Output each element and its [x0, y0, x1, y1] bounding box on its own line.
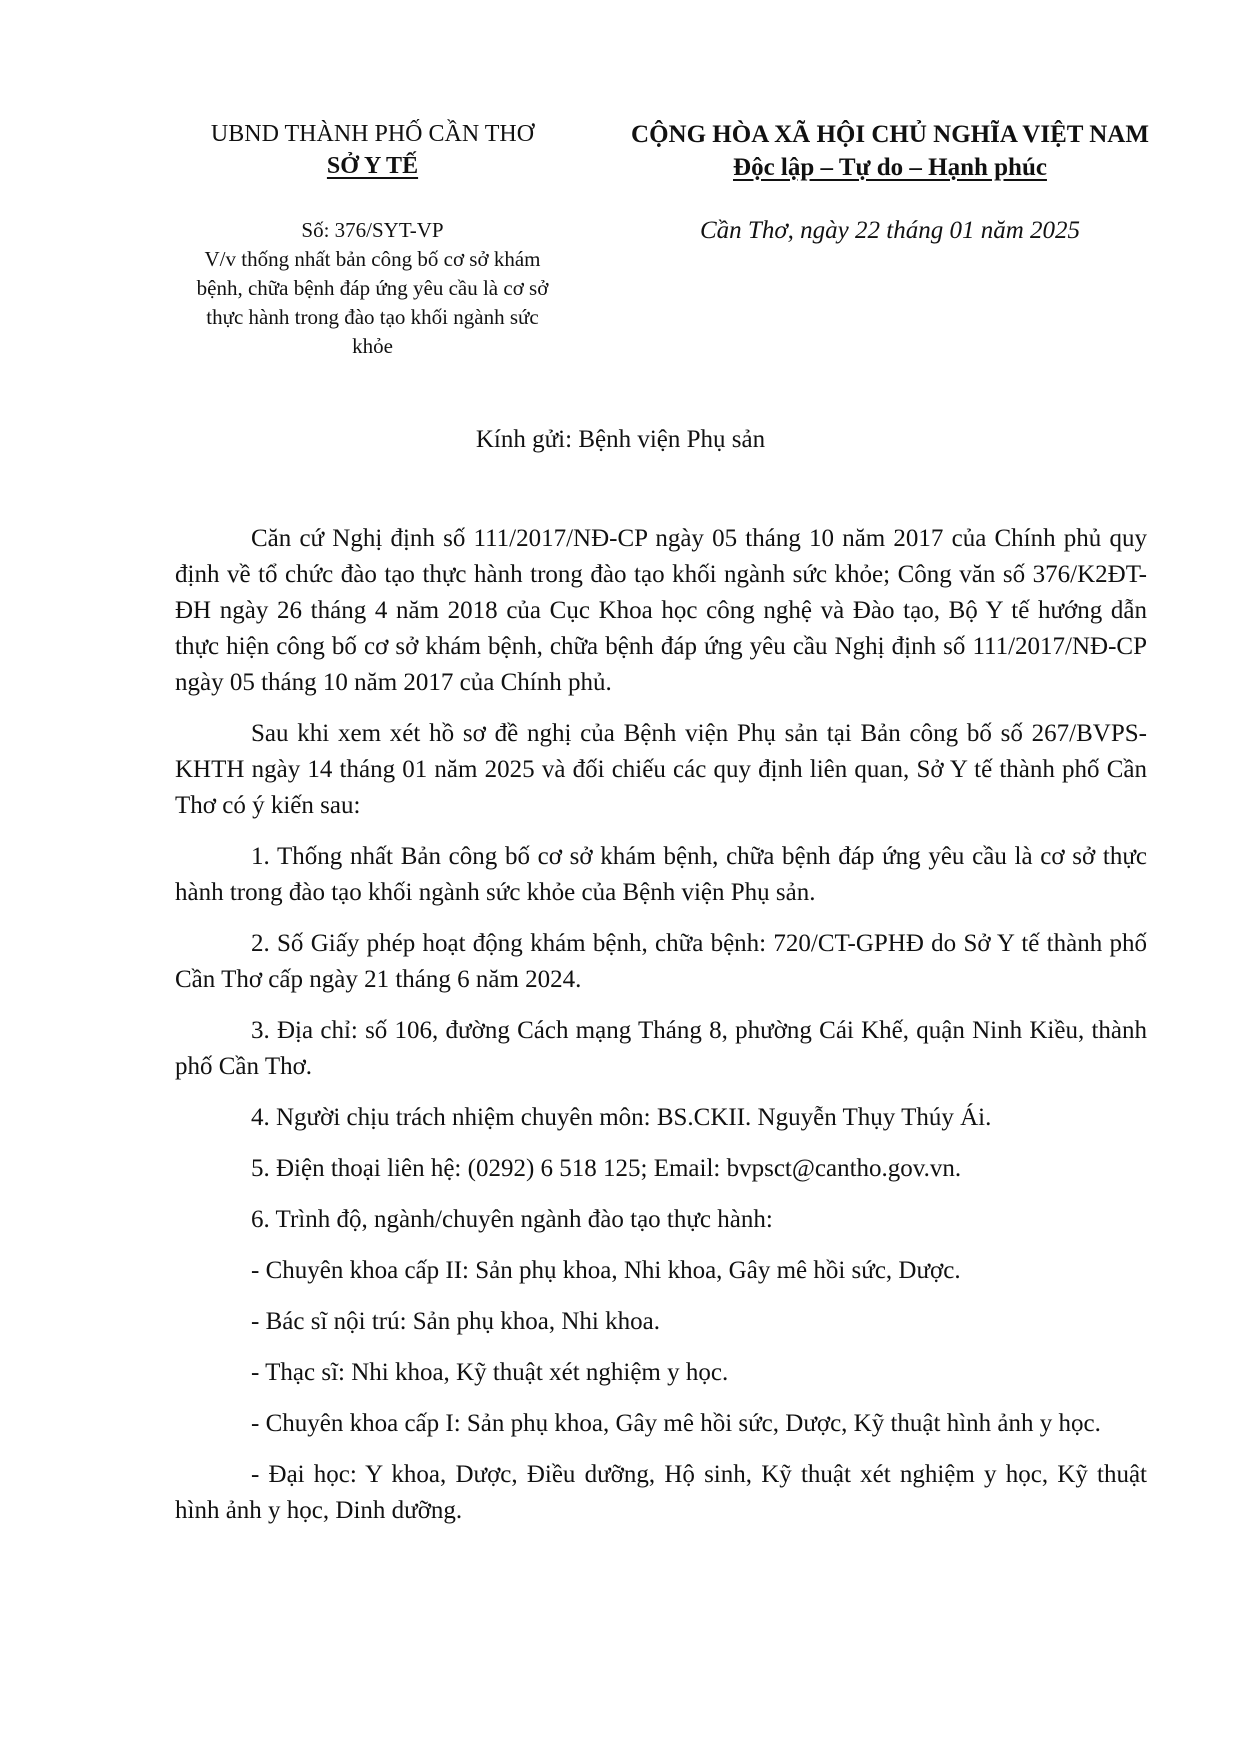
paragraph-item-1: 1. Thống nhất Bản công bố cơ sở khám bệnh, chữa bệnh đáp ứng yêu cầu là cơ sở thực hành trong đào tạo khối ngành sức khỏe của Bệnh viện Phụ sản.: [175, 843, 1147, 906]
document-number: Số: 376/SYT-VP: [301, 218, 444, 242]
paragraph-review: Sau khi xem xét hồ sơ đề nghị của Bệnh viện Phụ sản tại Bản công bố số 267/BVPS-KHTH ngày 14 tháng 01 năm 2025 và đối chiếu các quy định liên quan, Sở Y tế thành phố Cần Thơ có ý kiến sau:: [175, 720, 1147, 819]
issuing-agency: SỞ Y TẾ: [326, 153, 419, 179]
paragraph-legal-basis: Căn cứ Nghị định số 111/2017/NĐ-CP ngày 05 tháng 10 năm 2017 của Chính phủ quy định về tổ chức đào tạo thực hành trong đào tạo khối ngành sức khỏe; Công văn số 376/K2ĐT-ĐH ngày 26 tháng 4 năm 2018 của Cục Khoa học công nghệ và Đào tạo, Bộ Y tế hướng dẫn thực hiện công bố cơ sở khám bệnh, chữa bệnh đáp ứng yêu cầu Nghị định số 111/2017/NĐ-CP ngày 05 tháng 10 năm 2017 của Chính phủ.: [175, 525, 1147, 696]
national-header: [580, 118, 1200, 184]
recipient-line: Kính gửi: Bệnh viện Phụ sản: [475, 426, 766, 453]
list-item-master: - Thạc sĩ: Nhi khoa, Kỹ thuật xét nghiệm y học.: [251, 1359, 729, 1386]
paragraph-item-3: 3. Địa chỉ: số 106, đường Cách mạng Tháng 8, phường Cái Khế, quận Ninh Kiều, thành phố Cần Thơ.: [175, 1017, 1147, 1080]
parent-agency: UBND THÀNH PHỐ CẦN THƠ: [210, 121, 535, 147]
place-date: Cần Thơ, ngày 22 tháng 01 năm 2025: [699, 217, 1081, 244]
paragraph-item-5: 5. Điện thoại liên hệ: (0292) 6 518 125; Email: bvpsct@cantho.gov.vn.: [251, 1155, 962, 1182]
document-subject: V/v thống nhất bản công bố cơ sở khám bệnh, chữa bệnh đáp ứng yêu cầu là cơ sở thực hành trong đào tạo khối ngành sức khỏe: [196, 247, 549, 358]
nation-title: CỘNG HÒA XÃ HỘI CHỦ NGHĨA VIỆT NAM: [631, 121, 1149, 148]
list-item-resident: - Bác sĩ nội trú: Sản phụ khoa, Nhi khoa.: [251, 1308, 660, 1335]
paragraph-item-6: 6. Trình độ, ngành/chuyên ngành đào tạo thực hành:: [251, 1206, 773, 1233]
list-item-university: - Đại học: Y khoa, Dược, Điều dưỡng, Hộ sinh, Kỹ thuật xét nghiệm y học, Kỹ thuật hình ảnh y học, Dinh dưỡng.: [175, 1461, 1147, 1524]
list-item-ck1: - Chuyên khoa cấp I: Sản phụ khoa, Gây mê hồi sức, Dược, Kỹ thuật hình ảnh y học.: [251, 1410, 1101, 1437]
document-body: [175, 521, 1147, 1544]
list-item-ck2: - Chuyên khoa cấp II: Sản phụ khoa, Nhi khoa, Gây mê hồi sức, Dược.: [251, 1257, 961, 1284]
paragraph-item-2: 2. Số Giấy phép hoạt động khám bệnh, chữa bệnh: 720/CT-GPHĐ do Sở Y tế thành phố Cần Thơ cấp ngày 21 tháng 6 năm 2024.: [175, 930, 1147, 993]
paragraph-item-4: 4. Người chịu trách nhiệm chuyên môn: BS.CKII. Nguyễn Thụy Thúy Ái.: [251, 1104, 992, 1131]
national-motto: Độc lập – Tự do – Hạnh phúc: [733, 154, 1047, 181]
issuing-agency-block: [160, 118, 585, 182]
